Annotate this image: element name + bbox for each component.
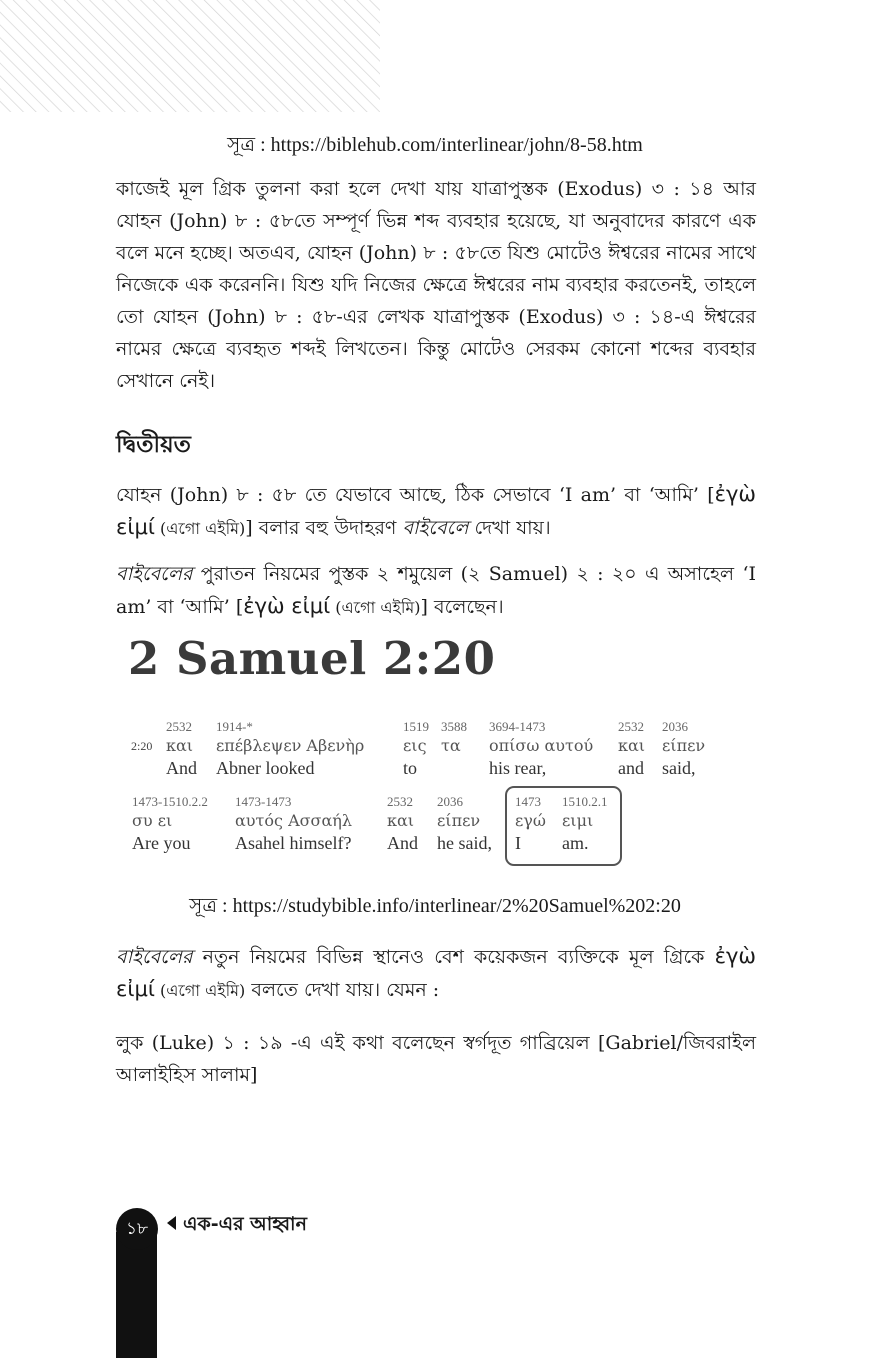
interlinear-word: 2532 και And	[387, 794, 418, 853]
greek-phrase: ἐγὼ εἰμί	[116, 482, 756, 539]
verse-title: 2 Samuel 2:20	[128, 632, 496, 685]
bible-word: বাইবেলের	[116, 946, 193, 968]
interlinear-word-highlighted: 1510.2.1 ειμι am.	[562, 794, 608, 853]
paragraph-2: যোহন (John) ৮ : ৫৮ তে যেভাবে আছে, ঠিক সেভাবে ‘I am’ বা ‘আমি’ [ἐγὼ εἰμί (এগো এইমি)] বলার বহু উদাহরণ বাইবেলে দেখা যায়।	[116, 482, 756, 539]
section-heading: দ্বিতীয়ত	[116, 431, 191, 458]
source-citation-2: সূত্র : https://studybible.info/interlinear/2%20Samuel%202:20	[189, 895, 681, 917]
greek-phrase: ἐγὼ εἰμί	[243, 594, 331, 618]
interlinear-word: 2036 είπεν he said,	[437, 794, 492, 853]
interlinear-word: 2532 και And	[166, 719, 197, 778]
interlinear-word: 3588 τα	[441, 719, 467, 755]
verse-reference: 2:20	[131, 739, 153, 753]
corner-hatch-decoration	[0, 0, 380, 112]
ego-eimi-highlight-box	[505, 786, 622, 866]
paragraph-3: বাইবেলের পুরাতন নিয়মের পুস্তক ২ শমুয়েল (২ Samuel) ২ : ২০ এ অসাহেল ‘I am’ বা ‘আমি’ [ἐγὼ εἰμί (এগো এইমি)] বলেছেন।	[116, 563, 756, 618]
paragraph-5: লুক (Luke) ১ : ১৯ -এ এই কথা বলেছেন স্বর্গদূত গাব্রিয়েল [Gabriel/জিবরাইল আলাইহিস সালাম]	[116, 1032, 756, 1086]
interlinear-word: 2532 και and	[618, 719, 646, 778]
arrow-left-icon	[167, 1216, 176, 1230]
book-title: এক-এর আহ্বান	[183, 1213, 307, 1235]
interlinear-word: 1914-* επέβλεψεν Αβενὴρ Abner looked	[216, 719, 365, 778]
paragraph-4: বাইবেলের নতুন নিয়মের বিভিন্ন স্থানেও বেশ কয়েকজন ব্যক্তিকে মূল গ্রিকে ἐγὼ εἰμί (এগো এইমি) বলতে দেখা যায়। যেমন :	[116, 944, 756, 1001]
greek-phrase: ἐγὼ εἰμί	[116, 944, 756, 1001]
interlinear-word: 3694-1473 οπίσω αυτού his rear,	[489, 719, 594, 778]
interlinear-word: 1473-1473 αυτός Ασσαήλ Asahel himself?	[235, 794, 352, 853]
bible-word: বাইবেলের	[116, 563, 193, 585]
interlinear-word-highlighted: 1473 εγώ I	[515, 794, 546, 853]
footer-bar	[116, 1232, 157, 1358]
interlinear-word: 1519 εις to	[403, 719, 429, 778]
interlinear-word: 1473-1510.2.2 συ ει Are you	[132, 794, 208, 853]
paragraph-1: কাজেই মূল গ্রিক তুলনা করা হলে দেখা যায় যাত্রাপুস্তক (Exodus) ৩ : ১৪ আর যোহন (John) ৮ : ৫৮তে সম্পূর্ণ ভিন্ন শব্দ ব্যবহার হয়েছে, যা অনুবাদের কারণে এক বলে মনে হচ্ছে। অতএব, যোহন (John) ৮ : ৫৮তে যিশু মোটেও ঈশ্বরের নামের সাথে নিজেকে এক করেননি। যিশু যদি নিজের ক্ষেত্রে ঈশ্বরের নাম ব্যবহার করতেনই, তাহলে তো যোহন (John) ৮ : ৫৮-এর লেখক যাত্রাপুস্তক (Exodus) ৩ : ১৪-এ ঈশ্বরের নামের ক্ষেত্রে ব্যবহৃত শব্দই লিখতেন। কিন্তু মোটেও সেরকম কোনো শব্দের ব্যবহার সেখানে নেই।	[116, 178, 756, 392]
interlinear-word: 2036 είπεν said,	[662, 719, 706, 778]
page-number: ১৮	[116, 1208, 158, 1250]
bible-word: বাইবেলে	[402, 517, 469, 539]
source-citation-1: সূত্র : https://biblehub.com/interlinear/john/8-58.htm	[227, 134, 643, 156]
